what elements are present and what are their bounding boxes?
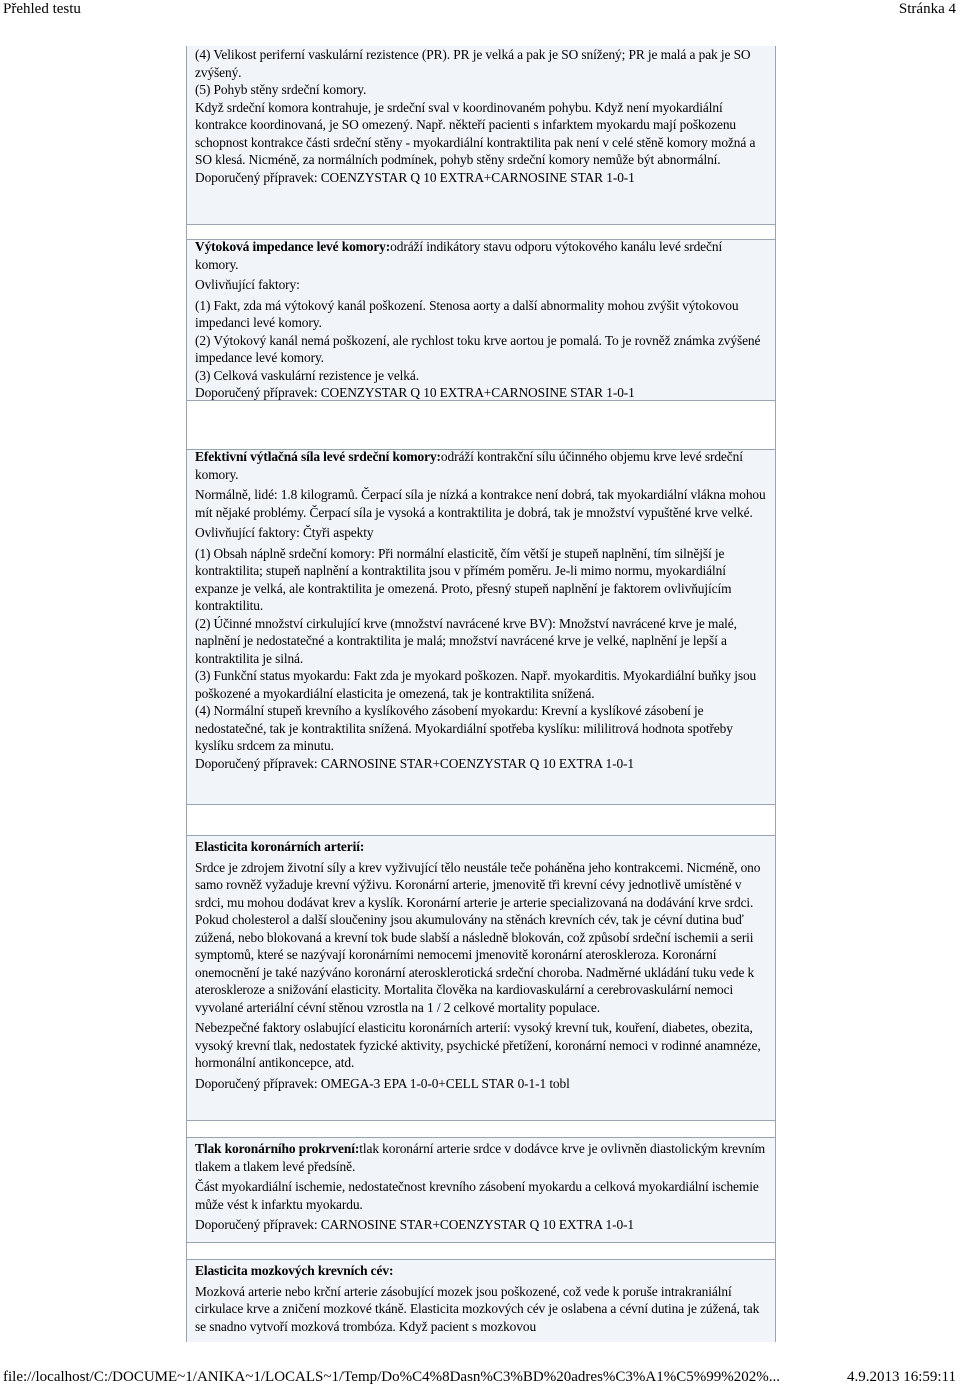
- section-outflow-impedance: [187, 238, 775, 402]
- section-heading: [195, 1262, 767, 1280]
- section-divider: [187, 804, 775, 836]
- section-title: Elasticita koronárních arterií:: [195, 839, 365, 854]
- paragraph: (4) Normální stupeň krevního a kyslíkového zásobení myokardu: Krevní a kyslíkové zásobení je nedostatečné, tak je kontraktilita snížená. Myokardiální spotřeba kyslíku: mililitrová hodnota spotřeby kyslíku srdcem za minutu.: [195, 703, 733, 753]
- paragraph: (1) Obsah náplně srdeční komory: Při normální elasticitě, čím větší je stupeň naplnění, tím silnější je kontraktilita; stupeň naplnění a kontraktilita jsou v přímém poměru. Je-li mimo normu, myokardiální expanze je velká, ale kontraktilita je omezená. Proto, přesný stupeň naplnění je faktorem ovlivňujícím kontraktilitu.: [195, 545, 732, 613]
- section-heading: [195, 448, 767, 483]
- paragraph: Mozková arterie nebo krční arterie zásobující mozek jsou poškozené, což vede k poruše intrakraniální cirkulace krve a zničení mozkové tkáně. Elasticita mozkových cév je oslabena a cévní dutina je zúžená, tak se snadno vytvoří mozková trombóza. Když pacient s mozkovou: [195, 1283, 760, 1334]
- section-coronary-elasticity: [187, 838, 775, 1092]
- paragraph: (2) Účinné množství cirkulující krve (množství navrácené krve BV): Množství navrácené krve je malé, naplnění je nedostatečné a kontraktilita je malá; množství navrácené krve je velké, naplnění je lepší a kontraktilita je silná.: [195, 615, 737, 666]
- recommended-product: Doporučený přípravek: CARNOSINE STAR+COENZYSTAR Q 10 EXTRA 1-0-1: [195, 1217, 635, 1232]
- paragraph: Ovlivňující faktory:: [195, 277, 300, 292]
- paragraph: (3) Funkční status myokardu: Fakt zda je myokard poškozen. Např. myokarditis. Myokardiální buňky jsou poškozené a myokardiální elasticita je omezená, tak je kontraktilita snížená.: [195, 668, 757, 701]
- paragraph: Normálně, lidé: 1.8 kilogramů. Čerpací síla je nízká a kontrakce není dobrá, tak myokardiální vlákna mohou mít nějaké problémy. Čerpací síla je vysoká a kontraktilita je dobrá, tak je množství vypuštěné krve velké.: [195, 487, 766, 520]
- paragraph: Ovlivňující faktory: Čtyři aspekty: [195, 525, 374, 540]
- section-divider: [187, 1242, 775, 1260]
- paragraph: (4) Velikost periferní vaskulární rezistence (PR). PR je velká a pak je SO snížený; PR je malá a pak je SO zvýšený.: [195, 47, 751, 80]
- paragraph: (5) Pohyb stěny srdeční komory.: [195, 82, 367, 97]
- paragraph: (3) Celková vaskulární rezistence je velká.: [195, 367, 419, 383]
- recommended-product: Doporučený přípravek: OMEGA-3 EPA 1-0-0+CELL STAR 0-1-1 tobl: [195, 1075, 570, 1091]
- report-content: [186, 46, 776, 1342]
- section-heading: [195, 238, 767, 273]
- paragraph: Srdce je zdrojem životní síly a krev vyživující tělo neustále teče poháněna jeho kontrakcemi. Nicméně, ono samo rovněž vyžaduje krevní výživu. Koronární arterie, jmenovitě tři krevní cévy jednotlivě umístěné v srdci, mu mohou dodávat krev a kyslík. Koronární arterie je arterie specializovaná na dodávání krve srdci. Pokud cholesterol a další sloučeniny jsou akumulovány na stěnách krevních cév, tak je cévní dutina buď zúžená, nebo blokovaná a krevní tok bude slabší a následně blokován, což způsobí srdeční ischemii a serii symptomů, které se nazývají koronárními nemocemi jmenovitě koronární ateroskleroza. Koronární onemocnění je také nazýváno koronární aterosklerotická srdeční choroba. Nadměrné ukládání tuku vede k ateroskleroze a snižování elasticity. Mortalita člověka na kardiovaskulární a cerebrovaskulární nemoci vyvolané arteriální cévní stěnou vzrostla na 1 / 2 celkové mortality populace.: [195, 859, 761, 1015]
- paragraph: Nebezpečné faktory oslabující elasticitu koronárních arterií: vysoký krevní tuk, kouření, diabetes, obezita, vysoký krevní tlak, nedostatek fyzické aktivity, psychické přetížení, koronární nemoci v rodinné anamnéze, hormonální antikoncepce, atd.: [195, 1020, 761, 1070]
- section-title: Elasticita mozkových krevních cév:: [195, 1263, 394, 1278]
- section-ejection-force: [187, 448, 775, 772]
- section-divider: [187, 400, 775, 450]
- section-divider: [187, 1120, 775, 1138]
- recommended-product: Doporučený přípravek: COENZYSTAR Q 10 EXTRA+CARNOSINE STAR 1-0-1: [195, 169, 635, 185]
- print-header-title: Přehled testu: [3, 1, 81, 17]
- print-header-page: Stránka 4: [898, 1, 956, 17]
- paragraph: Když srdeční komora kontrahuje, je srdeční sval v koordinovaném pohybu. Když není myokardiální kontrakce koordinovaná, je SO omezený. Např. někteří pacienti s infarktem myokardu mají poškozenu schopnost kontrakce části srdeční stěny - myokardiální kontraktilita pak není v celé stěně komory možná a SO klesá. Nicméně, za normálních podmínek, pohyb stěny srdeční komory nemůže být abnormální.: [195, 99, 756, 167]
- section-peripheral-resistance: [187, 46, 775, 186]
- section-intro: odráží kontrakční sílu účinného objemu krve levé srdeční komory.: [195, 449, 743, 482]
- section-title: Výtoková impedance levé komory:: [195, 239, 391, 254]
- recommended-product: Doporučený přípravek: CARNOSINE STAR+COENZYSTAR Q 10 EXTRA 1-0-1: [195, 755, 635, 771]
- print-footer-path: file://localhost/C:/DOCUME~1/ANIKA~1/LOCALS~1/Temp/Do%C4%8Dasn%C3%BD%20adres%C3%A1%C5%99%202%...: [3, 1369, 780, 1385]
- section-heading: [195, 838, 767, 856]
- section-heading: [195, 1140, 767, 1175]
- recommended-product: Doporučený přípravek: COENZYSTAR Q 10 EXTRA+CARNOSINE STAR 1-0-1: [195, 385, 635, 400]
- paragraph: (2) Výtokový kanál nemá poškození, ale rychlost toku krve aortou je pomalá. To je rovněž známka zvýšené impedance levé komory.: [195, 332, 761, 365]
- section-title: Tlak koronárního prokrvení:: [195, 1141, 360, 1156]
- section-title: Efektivní výtlačná síla levé srdeční komory:: [195, 449, 441, 464]
- paragraph: (1) Fakt, zda má výtokový kanál poškození. Stenosa aorty a další abnormality mohou zvýšit výtokovou impedanci levé komory.: [195, 297, 739, 330]
- print-footer-timestamp: 4.9.2013 16:59:11: [846, 1369, 956, 1385]
- section-coronary-perfusion: [187, 1140, 775, 1234]
- section-cerebral-elasticity: [187, 1262, 775, 1335]
- section-intro: odráží indikátory stavu odporu výtokového kanálu levé srdeční komory.: [195, 239, 723, 272]
- section-intro: tlak koronární arterie srdce v dodávce krve je ovlivněn diastolickým krevním tlakem a tlakem levé předsíně.: [195, 1141, 766, 1174]
- paragraph: Část myokardiální ischemie, nedostatečnost krevního zásobení myokardu a celková myokardiální ischemie může vést k infarktu myokardu.: [195, 1179, 759, 1212]
